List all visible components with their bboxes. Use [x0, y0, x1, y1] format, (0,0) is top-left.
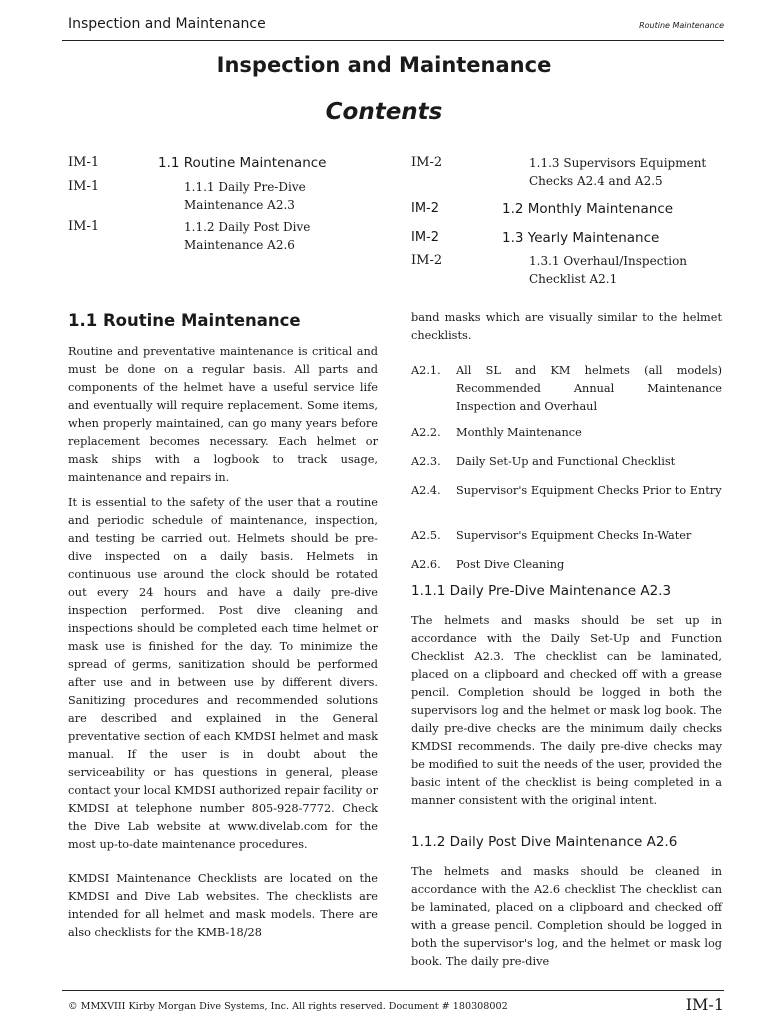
footer-rule	[62, 990, 724, 991]
section-heading-1-1-1: 1.1.1 Daily Pre-Dive Maintenance A2.3	[411, 583, 672, 599]
list-item	[411, 482, 722, 518]
list-item-text: Supervisor's Equipment Checks Prior to Entry	[456, 484, 722, 497]
list-item-code: A2.5.	[411, 529, 441, 542]
toc-page: IM-2	[411, 253, 443, 268]
section-heading-1-1-2: 1.1.2 Daily Post Dive Maintenance A2.6	[411, 834, 678, 850]
page-title: Inspection and Maintenance	[216, 53, 552, 77]
toc-entry[interactable]: 1.3.1 Overhaul/Inspection Checklist A2.1	[529, 254, 688, 286]
paragraph: The helmets and masks should be set up in accordance with the Daily Set-Up and Function Checklist A2.3. The checklist can be laminated, placed on a clipboard and checked off with a grease pencil. Completion should be logged in both the supervisors log and the helmet or mask log book. The daily pre-dive checks are the minimum daily checks KMDSI recommends. The daily pre-dive checks may be modified to suit the needs of the user, provided the basic intent of the checklist is being completed in a manner consistent with the original intent.	[411, 614, 722, 807]
list-item	[411, 362, 722, 416]
list-item-text: Post Dive Cleaning	[456, 558, 565, 571]
paragraph: Routine and preventative maintenance is critical and must be done on a regular basis. All parts and components of the helmet have a useful service life and eventually will require replacement. Some items, when properly maintained, can go many years before replacement becomes necessary. Each helmet or mask ships with a logbook to track usage, maintenance and repairs in.	[68, 345, 378, 484]
list-item-code: A2.1.	[411, 364, 441, 377]
toc-entry[interactable]: 1.1 Routine Maintenance	[158, 155, 327, 171]
list-item	[411, 453, 722, 471]
list-item-text: Supervisor's Equipment Checks In-Water	[456, 529, 692, 542]
footer-copyright: © MMXVIII Kirby Morgan Dive Systems, Inc. All rights reserved. Document # 180308002	[68, 1001, 508, 1012]
paragraph: It is essential to the safety of the user that a routine and periodic schedule of maintenance, inspection, and testing be carried out. Helmets should be pre-dive inspected on a daily basis. Helmets in continuous use around the clock should be rotated out every 24 hours and have a daily pre-dive inspection performed. Post dive cleaning and inspections should be completed each time helmet or mask use is finished for the day. To minimize the spread of germs, sanitization should be performed after use and in between use by different divers. Sanitizing procedures and recommended solutions are described and explained in the General preventative section of each KMDSI helmet and mask manual. If the user is in doubt about the serviceability or has questions in general, please contact your local KMDSI authorized repair facility or KMDSI at telephone number 805-928-7772. Check the Dive Lab website at www.divelab.com for the most up-to-date maintenance procedures.	[68, 496, 378, 851]
toc-entry[interactable]: 1.1.2 Daily Post Dive Maintenance A2.6	[184, 220, 311, 252]
list-item-text: All SL and KM helmets (all models) Recommended Annual Maintenance Inspection and Overhaul	[456, 364, 722, 413]
toc-page: IM-1	[68, 155, 100, 170]
paragraph: The helmets and masks should be cleaned in accordance with the A2.6 checklist The checklist can be laminated, placed on a clipboard and checked off with a grease pencil. Completion should be logged in both the supervisor's log, and the helmet or mask log book. The daily pre-dive	[411, 865, 722, 968]
list-item	[411, 527, 722, 545]
running-header	[0, 0, 768, 44]
header-section: Routine Maintenance	[639, 21, 724, 30]
list-item	[411, 556, 722, 574]
toc-page: IM-1	[68, 219, 100, 234]
toc-entry[interactable]: 1.3 Yearly Maintenance	[502, 230, 660, 246]
toc-page: IM-1	[68, 179, 100, 194]
list-item-code: A2.4.	[411, 484, 441, 497]
paragraph: KMDSI Maintenance Checklists are located on the KMDSI and Dive Lab websites. The checklists are intended for all helmet and mask models. There are also checklists for the KMB-18/28	[68, 872, 378, 939]
list-item-text: Monthly Maintenance	[456, 426, 582, 439]
toc-entry[interactable]: 1.1.3 Supervisors Equipment Checks A2.4 and A2.5	[529, 156, 707, 188]
list-item-text: Daily Set-Up and Functional Checklist	[456, 455, 676, 468]
header-rule	[62, 40, 724, 41]
toc-page: IM-2	[411, 155, 443, 170]
toc-page: IM-2	[411, 201, 440, 216]
toc-entry[interactable]: 1.2 Monthly Maintenance	[502, 201, 674, 217]
list-item	[411, 424, 722, 442]
header-title: Inspection and Maintenance	[68, 16, 266, 32]
list-item-code: A2.2.	[411, 426, 441, 439]
list-item-code: A2.3.	[411, 455, 441, 468]
paragraph-continued: band masks which are visually similar to the helmet checklists.	[411, 311, 722, 342]
toc-entry[interactable]: 1.1.1 Daily Pre-Dive Maintenance A2.3	[184, 180, 306, 212]
list-item-code: A2.6.	[411, 558, 441, 571]
section-heading-1-1: 1.1 Routine Maintenance	[68, 311, 301, 330]
toc-page: IM-2	[411, 230, 440, 245]
contents-heading: Contents	[325, 99, 443, 125]
page-number: IM-1	[685, 995, 724, 1014]
